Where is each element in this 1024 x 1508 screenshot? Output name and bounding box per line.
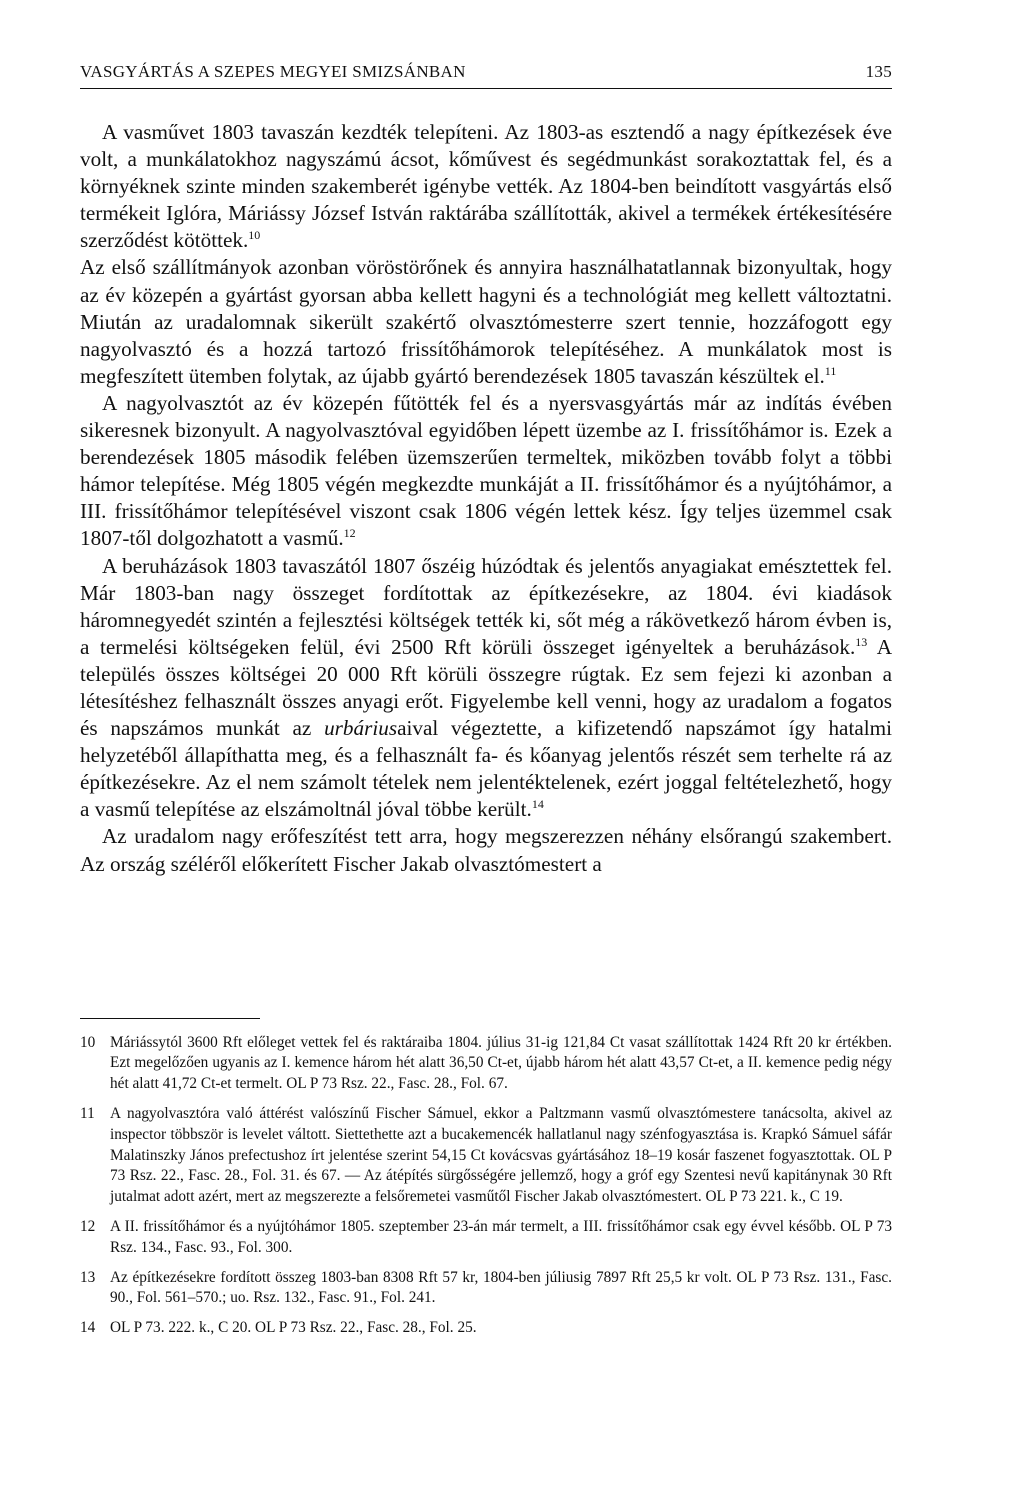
footnote (80, 1217, 892, 1259)
footnote-number: 13 (80, 1268, 96, 1286)
footnote-separator (80, 1018, 260, 1019)
page-number: 135 (865, 62, 892, 81)
footnote-text: A II. frissítőhámor és a nyújtóhámor 1805. szeptember 23-án már termelt, a III. frissítőhámor csak egy évvel később. OL P 73 Rsz. 134., Fasc. 93., Fol. 300. (110, 1218, 892, 1256)
paragraph-2 (80, 254, 892, 389)
footnote-number: 12 (80, 1218, 96, 1235)
book-page (80, 62, 892, 1348)
footnote-text: Máriássytól 3600 Rft előleget vettek fel és raktáraiba 1804. július 31-ig 121,84 Ct vasat szállítottak 1424 Rft 20 kr értékben. Ezt megelőzően ugyanis az I. kemence három hét alatt 36,50 Ct-et, újabb három hét alatt 43,57 Ct-et, a II. kemence pedig négy hét alatt 41,72 Ct-et termelt. OL P 73 Rsz. 22., Fasc. 28., Fol. 67. (110, 1033, 892, 1093)
footnote (80, 1104, 892, 1208)
footnote-number: 10 (80, 1033, 96, 1051)
paragraph-1-text: A vasművet 1803 tavaszán kezdték telepíteni. Az 1803-as esztendő a nagy építkezések éve volt, a munkálatokhoz nagyszámú ácsot, kőművest és segédmunkást sorakoztattak fel, és a környéknek szinte minden szakemberét igénybe vették. Az 1804-ben beindított vasgyártás első termékeit Iglóra, Máriássy József István raktárába szállították, akivel a termékek értékesítésére szerződést kötöttek. (80, 120, 892, 253)
footnote-text: OL P 73. 222. k., C 20. OL P 73 Rsz. 22., Fasc. 28., Fol. 25. (110, 1319, 477, 1337)
footnote-text: Az építkezésekre fordított összeg 1803-ban 8308 Rft 57 kr, 1804-ben júliusig 7897 Rft 25,5 kr volt. OL P 73 Rsz. 131., Fasc. 90., Fol. 561–570.; uo. Rsz. 132., Fasc. 91., Fol. 241. (110, 1268, 892, 1307)
paragraph-4 (80, 553, 892, 824)
paragraph-3 (80, 390, 892, 553)
footnote (80, 1033, 892, 1095)
footnote-ref-11: 11 (824, 363, 837, 378)
footnote-ref-12: 12 (343, 526, 356, 541)
paragraph-2-text: Az első szállítmányok azonban vöröstörőnek és annyira használhatatlannak bizonyultak, hogy az év közepén a gyártást gyorsan abba kellett hagyni és a technológiát meg kellett változtatni. Miután az uradalomnak sikerült szakértő olvasztómesterre szert tennie, hozzáfogott egy nagyolvasztó és a hozzá tartozó frissítőhámorok telepítéséhez. A munkálatok most is megfeszített ütemben folytak, az újabb gyártó berendezések 1805 tavaszán készültek el. (80, 255, 892, 388)
footnote-number: 11 (80, 1105, 95, 1123)
footnote-ref-10: 10 (248, 228, 261, 243)
italic-term: urbárius (324, 716, 398, 741)
footnote-ref-14: 14 (531, 797, 544, 812)
footnote-ref-13: 13 (855, 634, 868, 649)
footnote-number: 14 (80, 1319, 96, 1337)
paragraph-4-text-a: A beruházások 1803 tavaszától 1807 őszéig húzódtak és jelentős anyagiakat emésztettek fel. Már 1803-ban nagy összeget fordítottak az építkezésekre, az 1804. évi kiadások háromnegyedét szintén a fejlesztési költségek tették ki, sőt még a rákövetkező három évben is, a termelési költségeken felül, évi 2500 Rft körüli összeget igényeltek a beruházások. (80, 553, 892, 659)
footnote (80, 1268, 892, 1310)
main-text (80, 119, 892, 878)
paragraph-4-text-c: aival végeztette, a kifizetendő napszámot így hatalmi helyzetéből állapíthatta meg, és a felhasznált fa- és kőanyag jelentős részét sem terhelte rá az építkezésekre. Az el nem számolt tételek nem jelentéktelenek, ezért joggal feltételezhető, hogy a vasmű telepítése az elszámoltnál jóval többe került. (80, 716, 892, 822)
footnote-text: A nagyolvasztóra való áttérést valószínű Fischer Sámuel, ekkor a Paltzmann vasmű olvasztómestere tanácsolta, akivel az inspector többször is levelet váltott. Siettethette azt a bucakemencék hallatlanul nagy szénfogyasztása is. Krapkó Sámuel sáfár Malatinszky János prefectushoz írt jelentése szerint 54,15 Ct kovácsvas gyártásához 18–19 kosár faszenet fogyasztottak. OL P 73 Rsz. 22., Fasc. 28., Fol. 31. és 67. — Az átépítés sürgősségére jellemző, hogy a gróf egy Szentesi nevű kapitánynak 30 Rft jutalmat adott azért, mert az megszerezte a felsőremetei vasműtől Fischer Jakab olvasztómestert. OL P 73 221. k., C 19. (110, 1105, 892, 1206)
running-title: VASGYÁRTÁS A SZEPES MEGYEI SMIZSÁNBAN (80, 62, 466, 81)
paragraph-4-text-b: A település összes költségei 20 000 Rft körüli összegre rúgtak. Ez sem fejezi ki azonban a létesítéshez felhasznált összes anyagi erőt. Figyelembe kell venni, hogy az uradalom a fogatos és napszámos munkát az (80, 634, 892, 741)
paragraph-1 (80, 119, 892, 254)
paragraph-3-text: A nagyolvasztót az év közepén fűtötték fel és a nyersvasgyártás már az indítás évében sikeresnek bizonyult. A nagyolvasztóval egyidőben lépett üzembe az I. frissítőhámor is. Ezek a berendezések 1805 második felében üzemszerűen termeltek, miközben tovább folyt a többi hámor telepítése. Még 1805 végén megkezdte munkáját a II. frissítőhámor és a nyújtóhámor, a III. frissítőhámor telepítésével viszont csak 1806 végén lettek kész. Így teljes üzemmel csak 1807-től dolgozhatott a vasmű. (80, 390, 892, 551)
paragraph-5: Az uradalom nagy erőfeszítést tett arra, hogy megszerezzen néhány elsőrangú szakembert. Az ország széléről előkerített Fischer Jakab olvasztómestert a (80, 824, 892, 876)
running-header (80, 62, 892, 89)
footnotes (80, 1033, 892, 1339)
footnote (80, 1318, 892, 1339)
